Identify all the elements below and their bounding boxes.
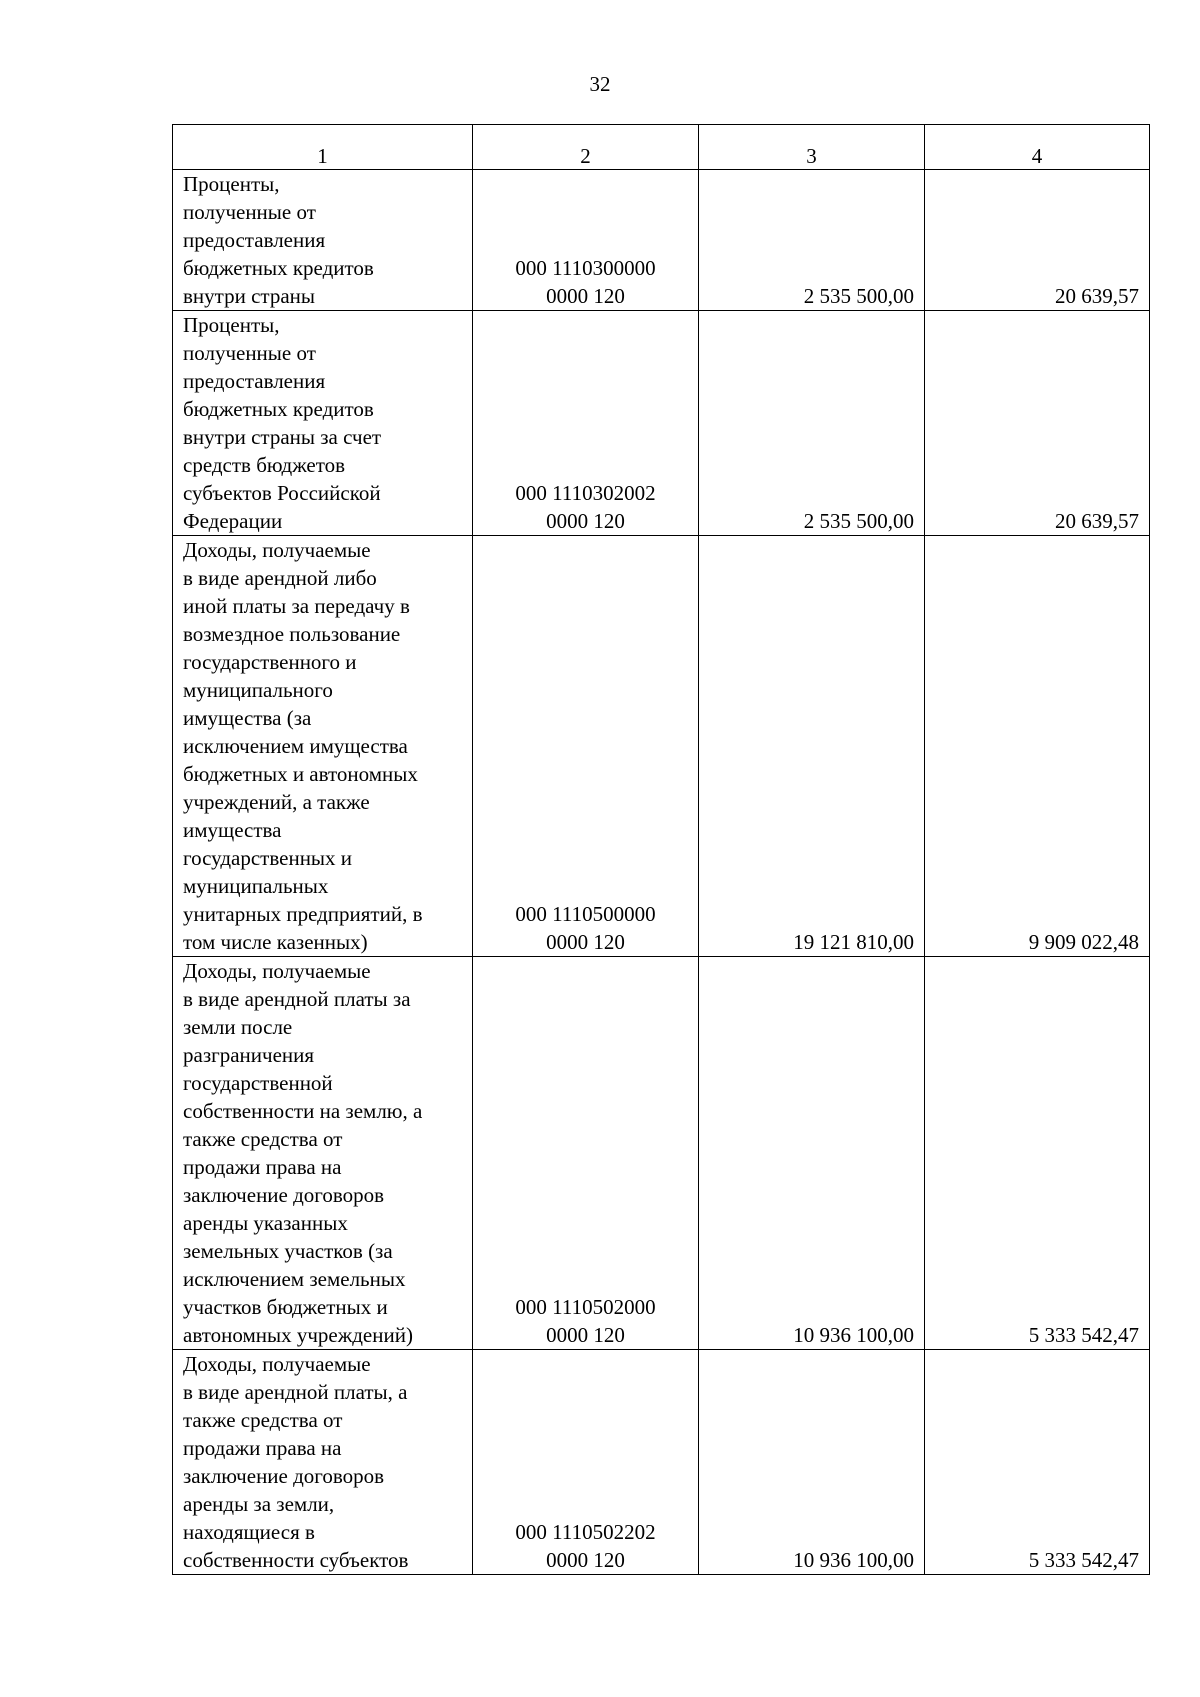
table-header-row	[173, 125, 1150, 170]
row-value-plan: 2 535 500,00	[699, 170, 925, 311]
row-value-plan: 10 936 100,00	[699, 957, 925, 1350]
row-value-actual: 5 333 542,47	[925, 957, 1150, 1350]
column-header-2: 2	[473, 125, 699, 170]
row-code: 000 1110500000 0000 120	[473, 536, 699, 957]
row-code: 000 1110300000 0000 120	[473, 170, 699, 311]
row-value-plan: 19 121 810,00	[699, 536, 925, 957]
column-header-4: 4	[925, 125, 1150, 170]
row-description: Доходы, получаемые в виде арендной либо иной платы за передачу в возмездное пользование государственного и муниципального имущества (за исключением имущества бюджетных и автономных учреждений, а также имущества государственных и муниципальных унитарных предприятий, в том числе казенных)	[173, 536, 473, 957]
column-header-1: 1	[173, 125, 473, 170]
column-header-3: 3	[699, 125, 925, 170]
row-description: Доходы, получаемые в виде арендной платы за земли после разграничения государственной собственности на землю, а также средства от продажи права на заключение договоров аренды указанных земельных участков (за исключением земельных участков бюджетных и автономных учреждений)	[173, 957, 473, 1350]
row-value-actual: 20 639,57	[925, 170, 1150, 311]
table-row	[173, 170, 1150, 311]
table-row	[173, 311, 1150, 536]
row-value-plan: 2 535 500,00	[699, 311, 925, 536]
row-value-actual: 20 639,57	[925, 311, 1150, 536]
row-code: 000 1110502000 0000 120	[473, 957, 699, 1350]
row-value-plan: 10 936 100,00	[699, 1350, 925, 1575]
row-description: Доходы, получаемые в виде арендной платы, а также средства от продажи права на заключение договоров аренды за земли, находящиеся в собственности субъектов	[173, 1350, 473, 1575]
page-number: 32	[589, 72, 611, 96]
row-value-actual: 5 333 542,47	[925, 1350, 1150, 1575]
table-row	[173, 957, 1150, 1350]
table-row	[173, 536, 1150, 957]
row-code: 000 1110302002 0000 120	[473, 311, 699, 536]
row-value-actual: 9 909 022,48	[925, 536, 1150, 957]
budget-revenue-table	[172, 124, 1150, 1575]
row-description: Проценты, полученные от предоставления бюджетных кредитов внутри страны	[173, 170, 473, 311]
row-description: Проценты, полученные от предоставления бюджетных кредитов внутри страны за счет средств бюджетов субъектов Российской Федерации	[173, 311, 473, 536]
row-code: 000 1110502202 0000 120	[473, 1350, 699, 1575]
table-row	[173, 1350, 1150, 1575]
